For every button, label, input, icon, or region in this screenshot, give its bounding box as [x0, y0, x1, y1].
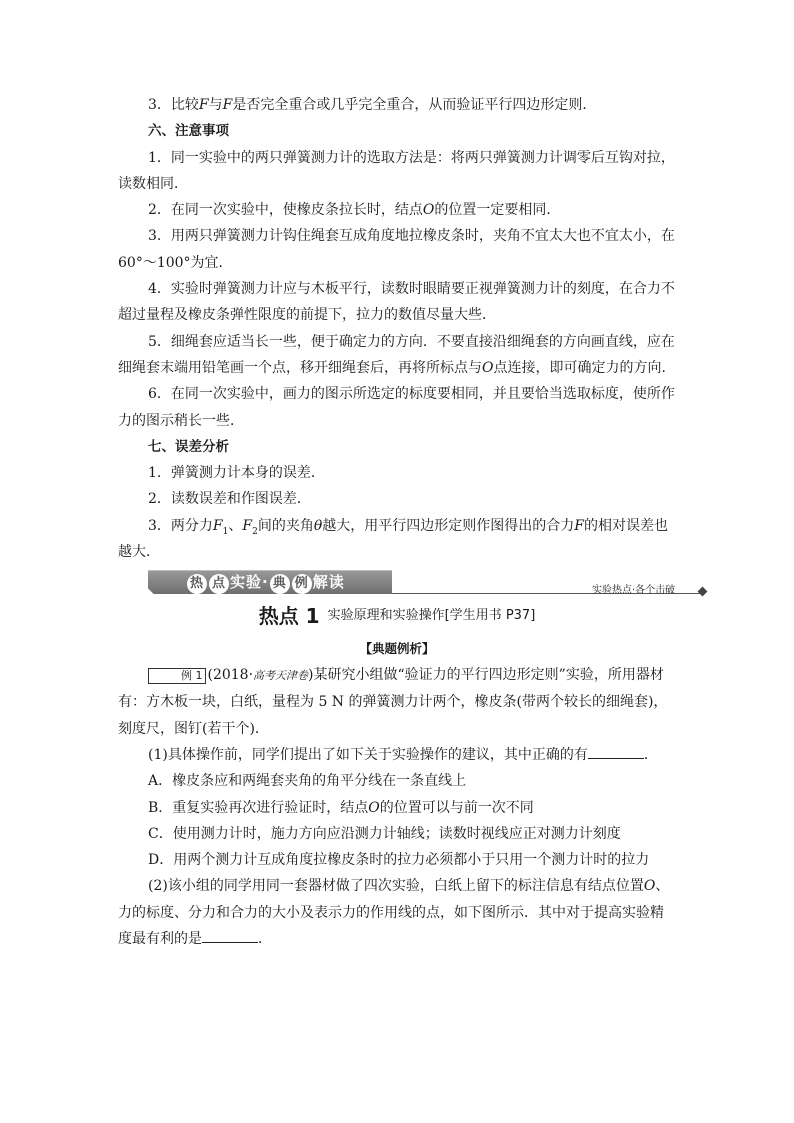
section-heading-error: 七、误差分析	[148, 438, 229, 455]
diamond-icon	[698, 587, 708, 597]
text: )	[308, 667, 314, 684]
section-heading-notes: 六、注意事项	[148, 123, 229, 140]
text: ．	[258, 931, 272, 948]
text: 点连接，即可确定力的方向．	[493, 359, 676, 376]
note-6: 6．在同一次实验中，画力的图示所选定的标度要相同，并且要恰当选取标度，使所作力的图示稍长一些．	[118, 386, 675, 429]
text: 与	[208, 97, 223, 113]
banner-char: 点	[209, 574, 229, 594]
text: 3．两分力	[148, 517, 213, 534]
force-symbol: F	[242, 517, 253, 534]
answer-blank	[588, 744, 644, 759]
force-symbol: F	[198, 97, 209, 113]
text: 越大，用平行四边形定则作图得出的合力	[322, 517, 575, 534]
text: 间的夹角	[257, 517, 314, 534]
example-tag: 例 1	[148, 668, 206, 684]
point-symbol: O	[368, 799, 380, 816]
text: 是否完全重合或几乎完全重合，从而验证平行四边形定则．	[232, 97, 597, 113]
banner-title	[186, 570, 345, 594]
point-symbol: O	[482, 359, 494, 376]
section-banner	[118, 569, 676, 599]
text: 某研究小组做“验证力的平行四边形定则”实验，所用器材有：方木板一块，白纸，量程为 5 N 的弹簧测力计两个，橡皮条(带两个较长的细绳套)，刻度尺，图钉(若干个)．	[118, 667, 668, 737]
question-2	[118, 873, 676, 952]
force-symbol: F	[222, 97, 233, 113]
point-symbol: O	[643, 878, 656, 895]
banner-caption: 实验热点·各个击破	[592, 585, 676, 597]
text: B．重复实验再次进行验证时，结点	[148, 799, 369, 816]
option-a: A．橡皮条应和两绳套夹角的角平分线在一条直线上	[148, 773, 467, 790]
page-content	[118, 92, 676, 952]
example-source: 高考天津卷	[253, 669, 309, 683]
note-3: 3．用两只弹簧测力计钩住绳套互成角度地拉橡皮条时，夹角不宜太大也不宜太小，在 60°～100°为宜．	[118, 228, 675, 271]
banner-text: 实验·	[230, 573, 269, 592]
example-intro	[118, 662, 676, 742]
method-step-3	[118, 92, 676, 118]
note-4: 4．实验时弹簧测力计应与木板平行，读数时眼睛要正视弹簧测力计的刻度，在合力不超过量程及橡皮条弹性限度的前提下，拉力的数值尽量大些．	[118, 281, 675, 324]
hot-point-subtitle: 实验原理和实验操作[学生用书 P37]	[327, 608, 536, 624]
banner-char: 例	[292, 574, 312, 594]
note-5	[118, 329, 676, 382]
text: 2．在同一次实验中，使橡皮条拉长时，结点	[148, 202, 423, 219]
banner-char: 热	[187, 574, 207, 594]
text: 的位置一定要相同．	[434, 202, 561, 219]
force-symbol: F	[574, 517, 584, 534]
error-2: 2．读数误差和作图误差．	[148, 491, 311, 508]
option-d: D．用两个测力计互成角度拉橡皮条时的拉力必须都小于只用一个测力计时的拉力	[148, 852, 650, 869]
point-symbol: O	[422, 202, 435, 219]
option-b	[118, 795, 676, 821]
note-2	[118, 197, 676, 223]
text: 、力的标度、分力和合力的大小及表示力的作用线的点，如下图所示．其中对于提高实验精度最有利的是	[118, 878, 670, 948]
force-symbol: F	[212, 517, 223, 534]
error-1: 1．弹簧测力计本身的误差．	[148, 465, 325, 482]
note-1: 1．同一实验中的两只弹簧测力计的选取方法是：将两只弹簧测力计调零后互钩对拉，读数相同．	[118, 149, 675, 192]
question-1	[118, 742, 676, 768]
text: (2)该小组的同学用同一套器材做了四次实验，白纸上留下的标注信息有结点位置	[148, 878, 644, 895]
banner-text: 解读	[312, 573, 345, 592]
text: 的位置可以与前一次不同	[379, 799, 534, 816]
text: (1)具体操作前，同学们提出了如下关于实验操作的建议，其中正确的有	[148, 746, 588, 763]
text: ．	[643, 746, 658, 763]
text: 、	[228, 517, 243, 534]
option-c: C．使用测力计时，施力方向应沿测力计轴线；读数时视线应正对测力计刻度	[148, 825, 621, 842]
subscript: 1	[222, 526, 229, 537]
banner-char: 典	[270, 574, 290, 594]
text: 的相对误差也越大．	[118, 517, 668, 561]
error-3	[118, 513, 676, 566]
hot-point-heading	[118, 603, 676, 629]
text: (2018·	[207, 667, 254, 684]
text: 5．细绳套应适当长一些，便于确定力的方向．不要直接沿细绳套的方向画直线，应在细绳套末端用铅笔画一个点，移开细绳套后，再将所标点与	[118, 333, 675, 376]
text: 3．比较	[148, 97, 199, 113]
angle-symbol: θ	[313, 517, 323, 534]
subscript: 2	[252, 526, 258, 537]
answer-blank	[202, 928, 258, 943]
example-heading: 【典题例析】	[359, 640, 435, 656]
hot-point-title: 热点 1	[258, 604, 320, 629]
